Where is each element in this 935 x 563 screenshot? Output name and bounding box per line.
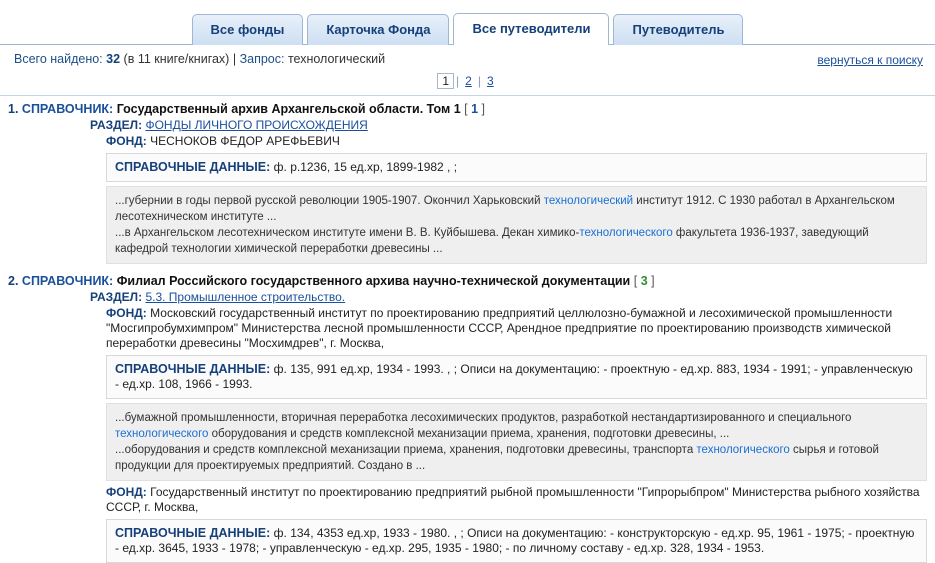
results-list [0, 96, 935, 563]
tab-all-guides[interactable]: Все путеводители [453, 13, 609, 45]
snippet-text: ...губернии в годы первой русской революции 1905-1907. Окончил Харьковский [115, 195, 544, 207]
snippet-highlight[interactable]: технологического [579, 227, 673, 239]
snippet-text: ...бумажной промышленности, вторичная переработка лесохимических продуктов, разработкой нестандартизированного и специального [115, 412, 852, 424]
page-3[interactable]: 3 [486, 74, 494, 88]
snippet-group [106, 403, 927, 481]
pager-sep-1: | [456, 74, 460, 88]
snippet-highlight[interactable]: технологического [115, 428, 209, 440]
result-heading [8, 274, 927, 288]
snippet-text: институт 1912. С 1930 работал в Архангельском лесотехническом институте ... [115, 195, 895, 223]
fond-row [106, 306, 927, 351]
summary-separator: | [232, 52, 237, 66]
result-number: 2. [8, 274, 19, 288]
snippet-line [115, 410, 918, 442]
page-1[interactable]: 1 [437, 73, 454, 89]
snippet-highlight[interactable]: технологический [543, 195, 634, 207]
back-to-search-link[interactable]: вернуться к поиску [817, 53, 923, 67]
fond-row [106, 134, 927, 149]
tab-guide[interactable]: Путеводитель [613, 14, 743, 45]
result-number: 1. [8, 102, 19, 116]
reference-data-card [106, 153, 927, 182]
reference-data-value: ф. 134, 4353 ед.хр, 1933 - 1980. , ; Описи на документацию: - конструкторскую - ед.хр. 95, 1961 - 1975; - проектную - ед.хр. 3645, 1933 - 1978; - управленческую - ед.хр. 295, 1935 - 1980; - по личному составу - ед.хр. 328, 1934 - 1953. [115, 526, 915, 555]
snippet-line [115, 442, 918, 474]
snippet-highlight[interactable]: технологического [696, 444, 790, 456]
tab-bar [0, 0, 935, 45]
snippet-text: ...в Архангельском лесотехническом институте имени В. В. Куйбышева. Декан химико- [115, 227, 580, 239]
result-body [90, 118, 927, 264]
fond-value: ЧЕСНОКОВ ФЕДОР АРЕФЬЕВИЧ [150, 134, 340, 148]
pagination [0, 69, 935, 95]
reference-data-label: СПРАВОЧНЫЕ ДАННЫЕ: [115, 362, 271, 376]
snippet-text: оборудования и средств комплексной механизации приема, хранения, подготовки древесины, ... [208, 428, 730, 440]
tab-all-funds[interactable]: Все фонды [192, 14, 304, 45]
query-value: технологический [287, 52, 386, 66]
result-hit-count-link[interactable]: 1 [471, 102, 479, 116]
result-kind-label[interactable]: СПРАВОЧНИК: [21, 102, 114, 116]
section-value[interactable]: ФОНДЫ ЛИЧНОГО ПРОИСХОЖДЕНИЯ [145, 118, 368, 132]
fond-row [106, 485, 927, 515]
found-books: (в 11 книге/книгах) [123, 52, 230, 66]
snippet-group [106, 186, 927, 264]
result-item [8, 268, 927, 563]
reference-data-label: СПРАВОЧНЫЕ ДАННЫЕ: [115, 160, 271, 174]
tab-fund-card[interactable]: Карточка Фонда [307, 14, 449, 45]
result-kind-label[interactable]: СПРАВОЧНИК: [21, 274, 114, 288]
snippet-line [115, 193, 918, 225]
result-item [8, 96, 927, 264]
result-hit-count-link[interactable]: 3 [640, 274, 648, 288]
result-title[interactable]: Государственный архив Архангельской области. Том 1 [116, 102, 461, 116]
reference-data-card [106, 355, 927, 399]
section-row [90, 290, 927, 304]
result-hit-count: [ 3 ] [633, 274, 655, 288]
section-row [90, 118, 927, 132]
reference-data-label: СПРАВОЧНЫЕ ДАННЫЕ: [115, 526, 271, 540]
result-hit-count: [ 1 ] [464, 102, 486, 116]
snippet-line [115, 225, 918, 257]
page-2[interactable]: 2 [465, 74, 472, 88]
result-heading [8, 102, 927, 116]
snippet-text: сырья и готовой продукции для проектируемых предприятий. Создано в ... [115, 444, 879, 472]
reference-data-value: ф. 135, 991 ед.хр, 1934 - 1993. , ; Описи на документацию: - проектную - ед.хр. 883, 1934 - 1991; - управленческую - ед.хр. 108, 1966 - 1993. [115, 362, 913, 391]
snippet-text: ...оборудования и средств комплексной механизации приема, хранения, подготовки древесины, транспорта [115, 444, 697, 456]
fond-label: ФОНД: [106, 306, 147, 320]
result-title[interactable]: Филиал Российского государственного архива научно-технической документации [116, 274, 631, 288]
fond-value: Московский государственный институт по проектированию предприятий целлюлозно-бумажной и лесохимической промышленности "Мосгипробумхимпром" Министерства лесной промышленности СССР, Арендное предприятие по проектированию производств химической переработки древесины "Мосхимдрев", г. Москва, [106, 306, 893, 350]
fond-label: ФОНД: [106, 485, 147, 499]
section-value[interactable]: 5.3. Промышленное строительство. [145, 290, 346, 304]
fond-value: Государственный институт по проектированию предприятий рыбной промышленности "Гипрорыбпром" Министерства рыбного хозяйства СССР, г. Москва, [106, 485, 920, 514]
found-count: 32 [106, 52, 121, 66]
found-label: Всего найдено: [14, 52, 103, 66]
result-body [90, 290, 927, 563]
search-summary [0, 45, 935, 69]
reference-data-card [106, 519, 927, 563]
section-label: РАЗДЕЛ: [90, 290, 143, 304]
reference-data-value: ф. р.1236, 15 ед.хр, 1899-1982 , ; [273, 160, 458, 174]
fond-label: ФОНД: [106, 134, 147, 148]
query-label: Запрос: [239, 52, 285, 66]
section-label: РАЗДЕЛ: [90, 118, 143, 132]
snippet-text: факультета 1936-1937, заведующий кафедрой технологии химической переработки древесины ... [115, 227, 869, 255]
tab-list [0, 0, 935, 44]
pager-sep-2: | [477, 74, 481, 88]
